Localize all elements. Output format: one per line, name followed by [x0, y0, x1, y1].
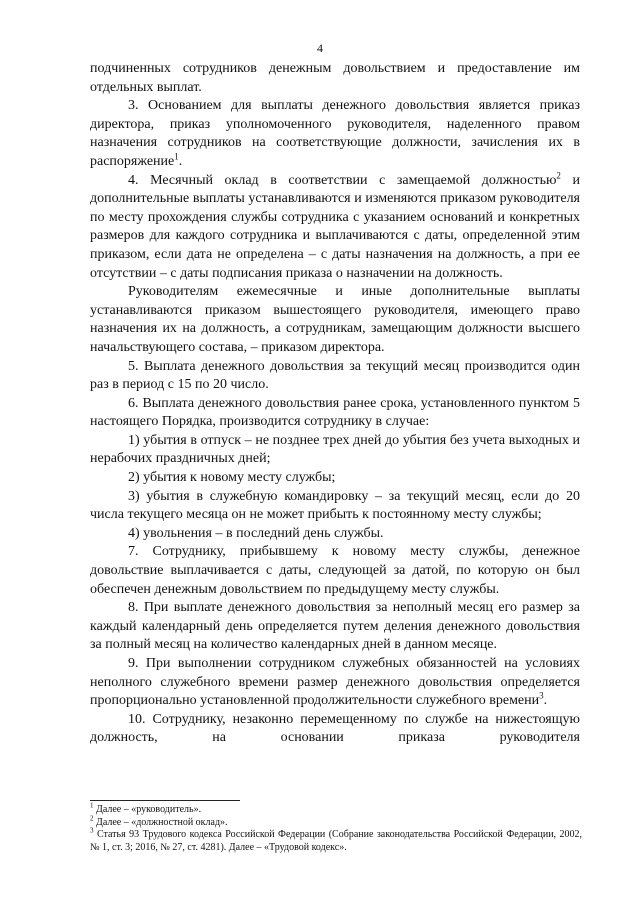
footnote: $^2$ Далее – «должностной оклад».: [90, 814, 228, 828]
footnote: $^3$ Статья 93 Трудового кодекса Российской Федерации (Собрание законодательства Российской Федерации, 2002, № 1, ст. 3; 2016, № 27, ст. 4281). Далее – «Трудовой кодекс».: [90, 826, 583, 853]
footnote-divider: [90, 800, 240, 801]
list-item: 2) убытия к новому месту службы;: [128, 470, 336, 486]
paragraph: 10. Сотруднику, незаконно перемещенному по службе на нижестоящую должность, на основании приказа руководителя: [90, 711, 580, 746]
list-item: 4) увольнения – в последний день службы.: [128, 525, 384, 541]
footnote-ref: 3: [539, 690, 544, 701]
paragraph: 9. При выполнении сотрудником служебных обязанностей на условиях неполного служебного времени размер денежного довольствия определяется пропорционально установленной продолжительности служебного времени$^3$.: [90, 656, 580, 709]
paragraph: 6. Выплата денежного довольствия ранее срока, установленного пунктом 5 настоящего Порядка, производится сотруднику в случае:: [90, 395, 580, 430]
footnote-ref: 2: [556, 169, 561, 180]
paragraph: 5. Выплата денежного довольствия за текущий месяц производится один раз в период с 15 по 20 число.: [90, 358, 580, 393]
list-item: 3) убытия в служебную командировку – за текущий месяц, если до 20 числа текущего месяца он не может прибыть к постоянному месту службы;: [90, 488, 580, 523]
document-body: [90, 60, 580, 748]
paragraph: 7. Сотруднику, прибывшему к новому месту службы, денежное довольствие выплачивается с даты, следующей за датой, по которую он был обеспечен денежным довольствием по предыдущему месту службы.: [90, 544, 580, 597]
paragraph: подчиненных сотрудников денежным довольствием и предоставление им отдельных выплат.: [90, 61, 580, 95]
paragraph: Руководителям ежемесячные и иные дополнительные выплаты устанавливаются приказом вышестоящего руководителя, имеющего право назначения их на должность, а сотрудникам, замещающим должности высшего начальствующего состава, – приказом директора.: [90, 284, 580, 355]
footnote-ref: 1: [174, 151, 179, 162]
page-number: 4: [317, 41, 323, 55]
footnotes: [90, 801, 583, 854]
footnote: $^1$ Далее – «руководитель».: [90, 801, 202, 815]
paragraph: 3. Основанием для выплаты денежного довольствия является приказ директора, приказ уполномоченного руководителя, наделенного правом назначения сотрудников на соответствующие должности, зачисления их в распоряжение$^1$.: [90, 98, 580, 169]
paragraph: 8. При выплате денежного довольствия за неполный месяц его размер за каждый календарный день определяется путем деления денежного довольствия за полный месяц на количество календарных дней в данном месяце.: [90, 600, 580, 653]
paragraph: 4. Месячный оклад в соответствии с замещаемой должностью$^2$ и дополнительные выплаты устанавливаются и изменяются приказом руководителя по месту прохождения службы сотрудника с указанием оснований и конкретных размеров для каждого сотрудника и выплачиваются с даты, определенной этим приказом, если дата не определена – с даты назначения на должность, а при ее отсутствии – с даты подписания приказа о назначении на должность.: [90, 169, 580, 281]
list-item: 1) убытия в отпуск – не позднее трех дней до убытия без учета выходных и нерабочих праздничных дней;: [90, 432, 580, 467]
